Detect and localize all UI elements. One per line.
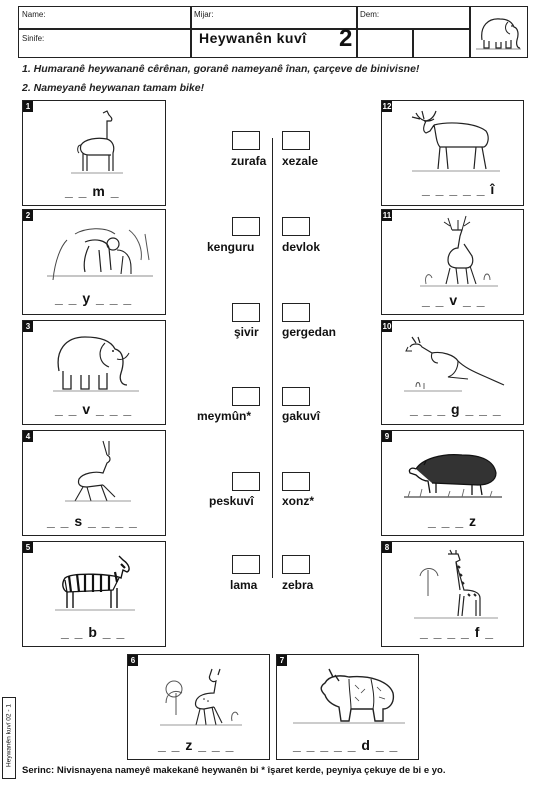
- llama-icon: [67, 109, 127, 179]
- card-number: 5: [23, 542, 33, 553]
- card-hint: _ _ _ _ _ d _ _: [293, 737, 399, 753]
- stag-icon: [418, 214, 500, 290]
- answer-box-right[interactable]: [282, 387, 310, 406]
- answer-box-left[interactable]: [232, 217, 260, 236]
- word-connector-line: [272, 138, 273, 578]
- card-hint: _ _ s _ _ _ _: [47, 513, 138, 529]
- header-box-2: [412, 28, 471, 58]
- side-label: Heywanên kuvî 02 - 1: [5, 704, 13, 767]
- word-left: lama: [230, 578, 258, 592]
- word-left: meymûn*: [197, 409, 252, 423]
- card-number: 6: [128, 655, 138, 666]
- card-hint: _ _ b _ _: [61, 624, 126, 640]
- card-hint: _ _ v _ _ _: [55, 401, 133, 417]
- rhinoceros-icon: [289, 661, 409, 729]
- animal-card-8: [381, 541, 524, 647]
- answer-box-right[interactable]: [282, 303, 310, 322]
- header-mijar-cell: [190, 6, 358, 30]
- animal-card-11: [381, 209, 524, 315]
- word-left: zurafa: [231, 154, 267, 168]
- word-right: gergedan: [282, 325, 337, 339]
- card-number: 8: [382, 542, 392, 553]
- animal-card-7: [276, 654, 419, 760]
- card-number: 7: [277, 655, 287, 666]
- card-number: 11: [382, 211, 392, 220]
- word-left: şivir: [234, 325, 259, 339]
- card-hint: _ _ z _ _ _: [158, 737, 235, 753]
- page-title: Heywanên kuvî: [199, 30, 307, 46]
- header-sinif-cell: [18, 28, 192, 58]
- answer-box-left[interactable]: [232, 303, 260, 322]
- giraffe-icon: [412, 546, 500, 622]
- animal-card-3: [22, 320, 166, 425]
- elephant-icon: [51, 329, 141, 395]
- animal-card-2: [22, 209, 166, 315]
- animal-card-9: [381, 430, 524, 536]
- answer-box-left[interactable]: [232, 555, 260, 574]
- answer-box-left[interactable]: [232, 472, 260, 491]
- card-number: 2: [23, 210, 33, 221]
- deer-fawn-icon: [158, 663, 244, 729]
- card-number: 1: [23, 101, 33, 112]
- card-hint: _ _ _ _ f _: [420, 624, 495, 640]
- kangaroo-icon: [402, 329, 506, 395]
- answer-box-right[interactable]: [282, 131, 310, 150]
- word-left: peskuvî: [209, 494, 254, 508]
- header-box-1: [356, 28, 414, 58]
- word-right: zebra: [282, 578, 314, 592]
- answer-box-left[interactable]: [232, 387, 260, 406]
- instruction-1: 1. Humaranê heywananê cêrênan, goranê nameyanê înan, çarçeve de binivisne!: [22, 63, 420, 75]
- card-number: 3: [23, 321, 33, 332]
- answer-box-left[interactable]: [232, 131, 260, 150]
- card-number: 12: [382, 102, 392, 111]
- card-hint: _ _ v _ _: [422, 292, 486, 308]
- card-hint: _ _ _ _ _ î: [422, 181, 496, 197]
- word-right: xezale: [282, 154, 319, 168]
- side-label-box: [2, 697, 16, 779]
- card-hint: _ _ m _: [65, 183, 120, 199]
- animal-card-4: [22, 430, 166, 536]
- zebra-icon: [53, 552, 137, 614]
- card-number: 10: [382, 322, 392, 331]
- word-right: devlok: [282, 240, 321, 254]
- page-title-number: 2: [339, 25, 353, 52]
- word-right: gakuvî: [282, 409, 321, 423]
- sinif-label: Sinife:: [22, 34, 45, 43]
- animal-card-10: [381, 320, 524, 425]
- answer-box-right[interactable]: [282, 472, 310, 491]
- moose-icon: [410, 107, 502, 175]
- card-hint: _ _ _ z: [428, 513, 478, 529]
- word-right: xonz*: [282, 494, 315, 508]
- animal-card-6: [127, 654, 270, 760]
- instruction-2: 2. Nameyanê heywanan tamam bike!: [22, 82, 205, 94]
- card-number: 9: [382, 431, 392, 442]
- animal-card-5: [22, 541, 166, 647]
- card-hint: _ _ _ g _ _ _: [410, 401, 502, 417]
- footer-note: Serinc: Nivisnayena nameyê makekanê heywanên bi * îşaret kerde, peyniya çekuye de bi e yo.: [22, 765, 446, 776]
- card-hint: _ _ y _ _ _: [55, 290, 133, 306]
- monkey-icon: [45, 220, 155, 282]
- animal-card-12: [381, 100, 524, 206]
- word-left: kenguru: [207, 240, 255, 254]
- answer-box-right[interactable]: [282, 555, 310, 574]
- mijar-label: Mijar:: [194, 10, 214, 19]
- gazelle-icon: [63, 439, 133, 505]
- card-number: 4: [23, 431, 33, 442]
- animal-card-1: [22, 100, 166, 206]
- elephant-icon: [474, 10, 522, 52]
- answer-box-right[interactable]: [282, 217, 310, 236]
- boar-icon: [402, 445, 506, 503]
- dem-label: Dem:: [360, 10, 380, 19]
- name-label: Name:: [22, 10, 46, 19]
